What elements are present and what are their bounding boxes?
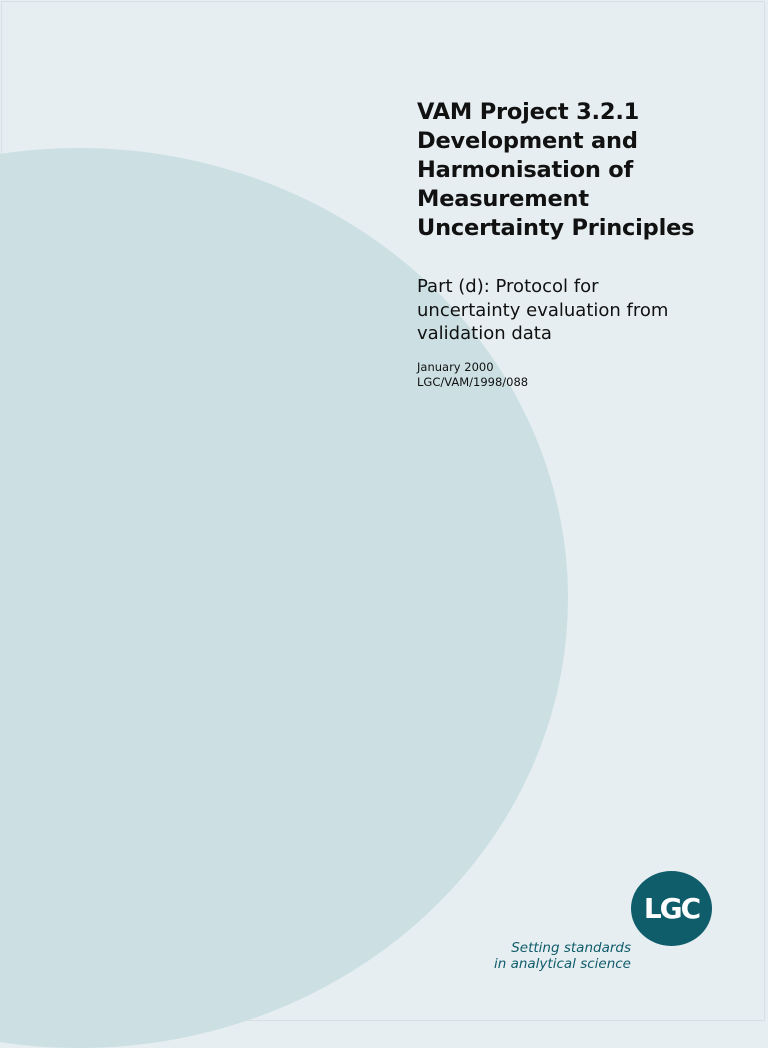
document-subtitle xyxy=(417,275,747,346)
title-line: Development and xyxy=(417,128,638,154)
title-line: VAM Project 3.2.1 xyxy=(417,99,640,125)
title-line: Harmonisation of xyxy=(417,157,634,183)
tagline xyxy=(494,940,631,972)
subtitle-line: validation data xyxy=(417,323,552,344)
document-reference: LGC/VAM/1998/088 xyxy=(417,375,529,389)
title-line: Uncertainty Principles xyxy=(417,215,695,241)
subtitle-line: uncertainty evaluation from xyxy=(417,299,669,321)
logo-text: LGC xyxy=(643,891,700,925)
document-meta xyxy=(417,360,717,390)
document-title xyxy=(417,98,747,243)
tagline-line: in analytical science xyxy=(493,956,631,972)
subtitle-line: Part (d): Protocol for xyxy=(417,276,599,297)
tagline-line: Setting standards xyxy=(511,940,631,956)
publication-date: January 2000 xyxy=(417,360,494,374)
lgc-logo xyxy=(631,871,712,946)
title-line: Measurement xyxy=(417,186,589,212)
